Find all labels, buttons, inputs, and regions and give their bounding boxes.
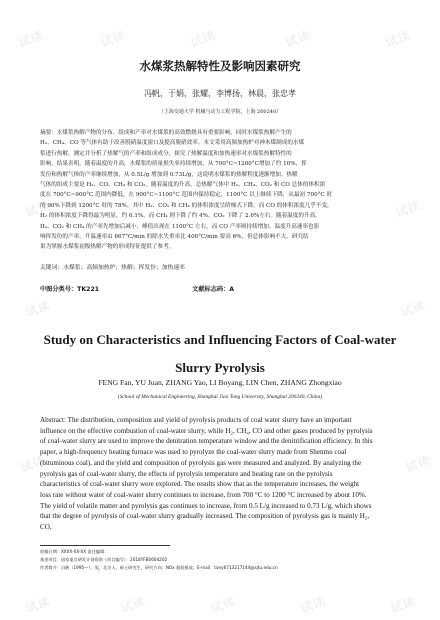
watermark: 试读 — [393, 197, 423, 220]
abstract-en-line: that the degree of pyrolysis of coal-water slurry gradually increased. The composition of pyrolysis gas is mainly H₂, — [40, 512, 370, 521]
watermark: 试读 — [298, 593, 328, 616]
watermark: 试读 — [388, 593, 418, 616]
abstract-zh-line: H₂、CH₄、CO 等气体有助于改善脱硝温度窗口及提高脱硝效率。本文采用高频加热炉对神木煤制成的水煤 — [40, 140, 305, 147]
clc-number: 中图分类号：TK221 — [40, 286, 100, 293]
abstract-en-line: influence on the effective combustion of coal-water slurry, while H₂, CH₄, CO and other gases produced by pyrolysis — [40, 426, 373, 435]
author-list-zh: 冯帆，于娟，张耀，李博扬，林晨，张忠孝 — [144, 89, 296, 98]
footnote-divider — [40, 545, 170, 546]
paper-title-zh: 水煤浆热解特性及影响因素研究 — [139, 59, 301, 73]
abstract-zh-line: 摘要：水煤浆热解产物的分布、组成和产率对水煤浆的高效燃烧具有重要影响，同时水煤浆热解产生的 — [40, 130, 292, 136]
abstract-en — [40, 415, 402, 533]
watermark: 试读 — [383, 27, 413, 50]
watermark: 试读 — [23, 593, 53, 616]
watermark: 试读 — [23, 197, 53, 220]
abstract-en-line: (bituminous coal), and the yield and composition of pyrolysis gas were measured and analyzed. By analyzing the — [40, 458, 362, 467]
watermark: 试读 — [188, 27, 218, 50]
abstract-en-line: paper, a high-frequency heating furnace was used to pyrolyze the coal-water slurry made from Shenmu coal — [40, 448, 347, 457]
paper-title-en — [20, 330, 420, 378]
watermark: 试读 — [16, 27, 46, 50]
footnote-author-bio: 作者简介：冯帆（1995—），男，北京人，硕士研究生，研究方向：NOx 超低排放。E-mail：tony6713217144@sjtu.edu.cn — [40, 565, 278, 570]
abstract-zh-line: 气体的组成主要是 H₂、CO、CH₄ 和 CO₂。随着温度的升高，总热解气体中 H₂、CH₄、CO₂ 和 CO 总体的体积浓 — [40, 182, 326, 189]
abstract-en-line: Abstract: The distribution, composition and yield of pyrolysis products of coal water slurry have an important — [40, 416, 352, 424]
abstract-en-line: pyrolysis gas of coal-water slurry, the effects of pyrolysis temperature and heating rate on the pyrolysis — [40, 469, 333, 478]
footnote-funding: 基金项目：国家重点研发计划资助（项目编号）：2018YFB0604202 — [40, 557, 168, 562]
watermark: 试读 — [403, 452, 433, 475]
abstract-zh-line: 影响。结果表明，随着温度的升高，水煤浆的质量损失率持续增加，从 700°C~1200°C增加了约 10%，挥 — [40, 161, 307, 168]
abstract-zh-line: H₂ 的体积浓度下降得最为明显，约 6.1%。而 CH₄ 则下降了约 4%，CO₂ 下降了 2.6%左右。随着温度的升高， — [40, 213, 321, 220]
watermark: 试读 — [398, 297, 428, 320]
abstract-en-line: characteristics of coal-water slurry were explored. The results show that as the temperature increases, the weight — [40, 480, 360, 489]
watermark: 试读 — [283, 27, 313, 50]
abstract-zh-line: 响挥发份的产率，升温速率由 667°C/min 的除水失重率比 400°C/min 要高 6%，但总体影响不大。研究结 — [40, 234, 309, 241]
watermark: 试读 — [18, 452, 48, 475]
abstract-zh — [40, 128, 400, 253]
abstract-zh-line: H₂、CO₂ 和 CH₄ 的产率先增加后减小，峰值出现在 1100°C 左右，而 CO 产率则持续增加。温度升高速率也影 — [40, 223, 320, 230]
affiliation-en: (School of Mechanical Engineering, Shanghai Jiao Tong University, Shanghai 200240, China) — [117, 394, 323, 400]
keywords-zh: 关键词：水煤浆；高频加热炉；热解；挥发份；加热速率 — [40, 265, 185, 271]
abstract-en-line: CO, — [40, 523, 52, 532]
watermark: 试读 — [208, 593, 238, 616]
watermark: 试读 — [98, 27, 128, 50]
abstract-zh-line: 的 90%下降到 1200°C 时的 78%。其中 H₂、CO₂ 和 CH₄ 的体积浓度呈阶梯式下降，而 CO 的体积浓度几乎不变， — [40, 202, 333, 209]
watermark: 试读 — [23, 297, 53, 320]
author-list-en: FENG Fan, YU Juan, ZHANG Yao, LI Boyang, LIN Chen, ZHANG Zhongxiao — [98, 378, 342, 387]
abstract-en-line: loss rate without water of coal-water slurry continues to increase, from 700 °C to 1200 °C increased by about 10%. — [40, 490, 367, 499]
paper-title-en-line: Slurry Pyrolysis — [175, 360, 265, 375]
document-code: 文献标志码：A — [192, 286, 235, 293]
abstract-zh-line: 度在 700°C~900°C 范围内降低，在 900°C~1100°C 范围内保持稳定，1100°C 以上继续下降，从最初 700°C 时 — [40, 192, 333, 199]
abstract-en-line: The yield of volatile matter and pyrolysis gas continues to increase, from 0.5 L/g increased to 0.73 L/g, which shows — [40, 501, 372, 510]
abstract-zh-line: 浆进行热解，测定并分析了热解气的产率和组成成分，探究了热解温度和加热速率对水煤浆热解特性的 — [40, 150, 292, 157]
footnote-received: 收稿日期：XXXX-XX-XX 责任编辑： — [40, 549, 109, 554]
abstract-en-line: of coal-water slurry are used to improve the denitration temperature window and the denitrification efficiency. In this — [40, 437, 373, 446]
abstract-zh-line: 发份和热解气体的产率继续增加，从 0.5L/g 增加到 0.73L/g，这说明水煤浆的热解程度逐渐增加。热解 — [40, 171, 298, 178]
paper-title-en-line: Study on Characteristics and Influencing Factors of Coal-water — [43, 332, 397, 347]
classification-line — [40, 284, 400, 293]
abstract-zh-line: 果为掌握水煤浆初级热解产物的形成特征提供了参考。 — [40, 244, 175, 251]
affiliation-zh: （上海交通大学 机械与动力工程学院，上海 200240） — [158, 109, 282, 115]
watermark: 试读 — [118, 593, 148, 616]
